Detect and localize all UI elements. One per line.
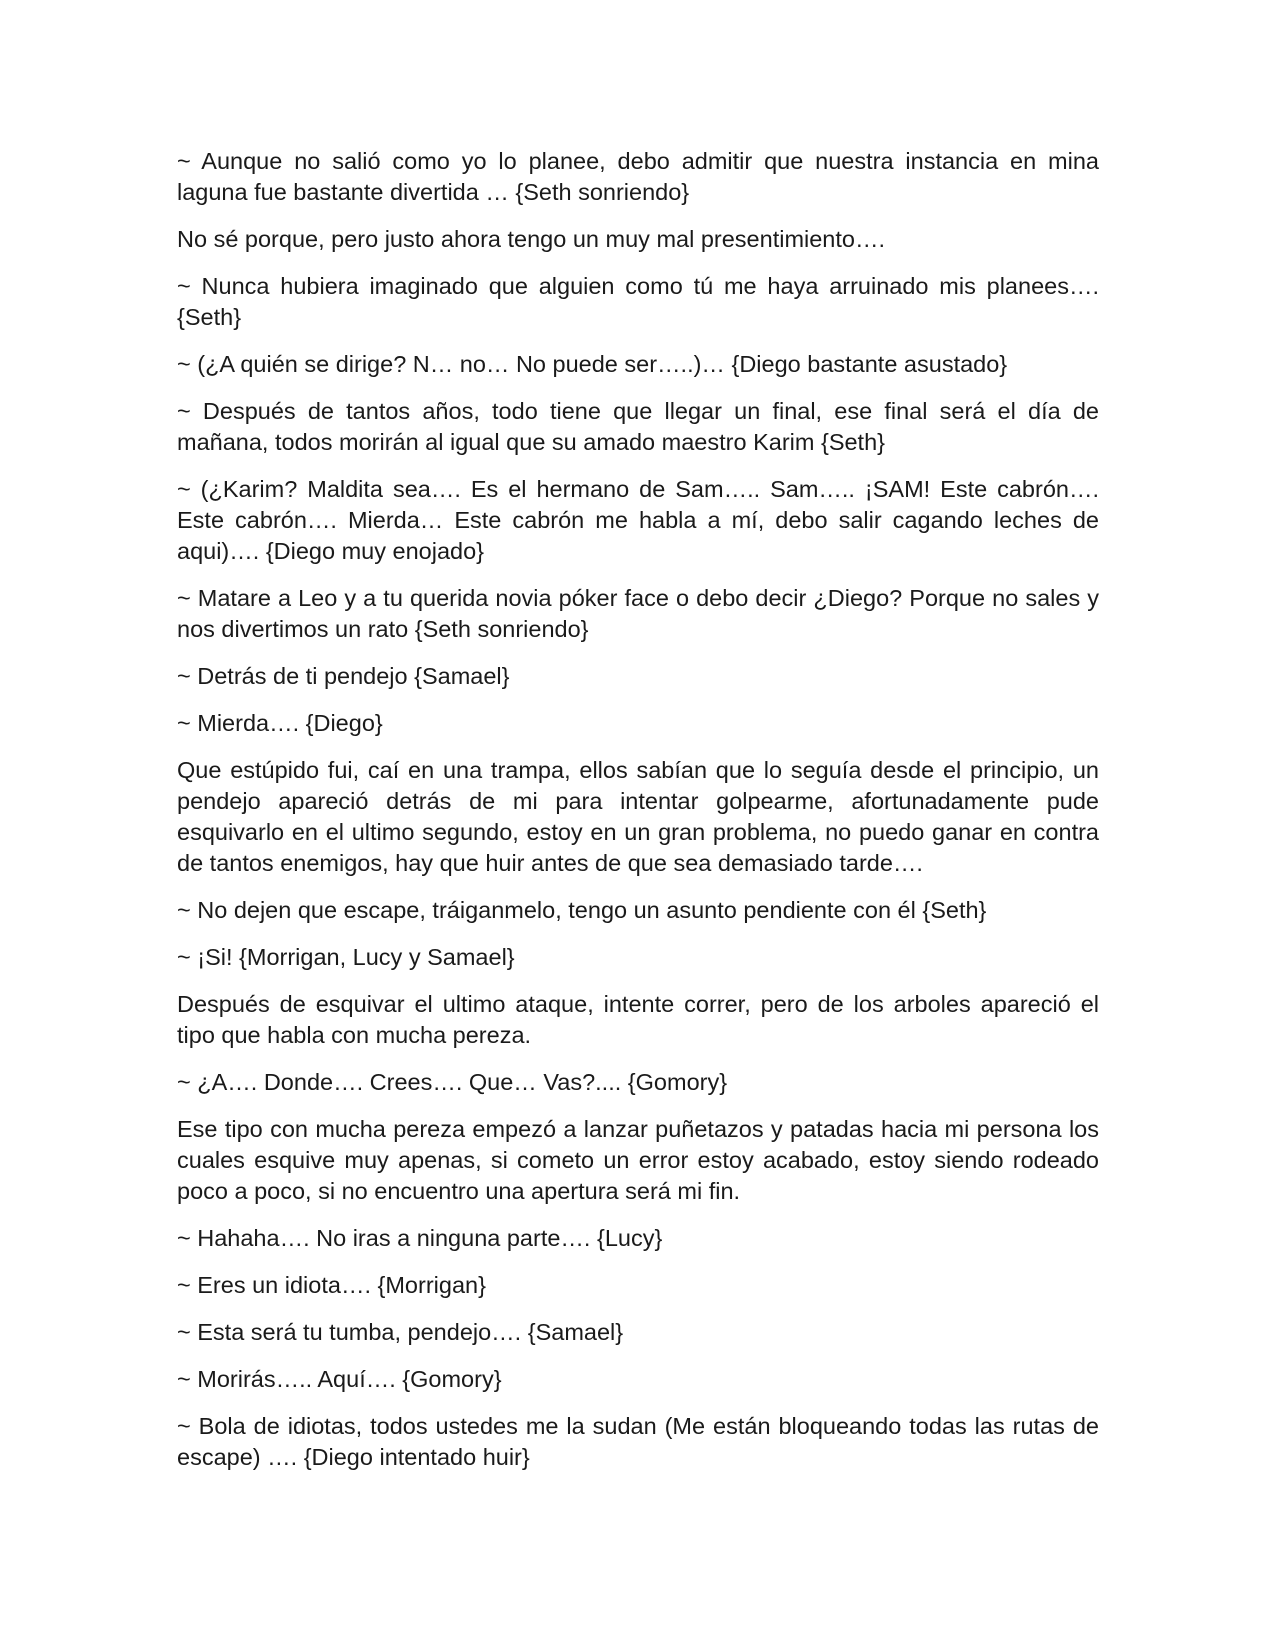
paragraph: ~ Después de tantos años, todo tiene que llegar un final, ese final será el día de mañana, todos morirán al igual que su amado maestro Karim {Seth} [177, 398, 1099, 455]
paragraph: ~ Mierda…. {Diego} [177, 710, 383, 736]
paragraph: No sé porque, pero justo ahora tengo un muy mal presentimiento…. [177, 226, 886, 252]
paragraph: ~ Eres un idiota…. {Morrigan} [177, 1272, 486, 1298]
document-page [177, 146, 1099, 1489]
paragraph: Después de esquivar el ultimo ataque, intente correr, pero de los arboles apareció el tipo que habla con mucha pereza. [177, 991, 1099, 1048]
paragraph: ~ Aunque no salió como yo lo planee, debo admitir que nuestra instancia en mina laguna fue bastante divertida … {Seth sonriendo} [177, 148, 1099, 205]
paragraph: ~ Hahaha…. No iras a ninguna parte…. {Lucy} [177, 1225, 663, 1251]
paragraph: ~ (¿A quién se dirige? N… no… No puede ser…..)… {Diego bastante asustado} [177, 351, 1008, 377]
paragraph: ~ Detrás de ti pendejo {Samael} [177, 663, 510, 689]
paragraph: Ese tipo con mucha pereza empezó a lanzar puñetazos y patadas hacia mi persona los cuales esquive muy apenas, si cometo un error estoy acabado, estoy siendo rodeado poco a poco, si no encuentro una apertura será mi fin. [177, 1116, 1099, 1204]
paragraph: Que estúpido fui, caí en una trampa, ellos sabían que lo seguía desde el principio, un pendejo apareció detrás de mi para intentar golpearme, afortunadamente pude esquivarlo en el ultimo segundo, estoy en un gran problema, no puedo ganar en contra de tantos enemigos, hay que huir antes de que sea demasiado tarde…. [177, 757, 1099, 876]
paragraph: ~ (¿Karim? Maldita sea…. Es el hermano de Sam….. Sam….. ¡SAM! Este cabrón…. Este cabrón…. Mierda… Este cabrón me habla a mí, debo salir cagando leches de aqui)…. {Diego muy enojado} [177, 476, 1099, 564]
paragraph: ~ Morirás….. Aquí…. {Gomory} [177, 1366, 502, 1392]
paragraph: ~ Esta será tu tumba, pendejo…. {Samael} [177, 1319, 624, 1345]
paragraph: ~ No dejen que escape, tráiganmelo, tengo un asunto pendiente con él {Seth} [177, 897, 987, 923]
paragraph: ~ ¿A…. Donde…. Crees…. Que… Vas?.... {Gomory} [177, 1069, 728, 1095]
paragraph: ~ ¡Si! {Morrigan, Lucy y Samael} [177, 944, 515, 970]
paragraph: ~ Bola de idiotas, todos ustedes me la sudan (Me están bloqueando todas las rutas de escape) …. {Diego intentado huir} [177, 1413, 1099, 1470]
paragraph: ~ Nunca hubiera imaginado que alguien como tú me haya arruinado mis planees…. {Seth} [177, 273, 1099, 330]
paragraph: ~ Matare a Leo y a tu querida novia póker face o debo decir ¿Diego? Porque no sales y nos divertimos un rato {Seth sonriendo} [177, 585, 1099, 642]
